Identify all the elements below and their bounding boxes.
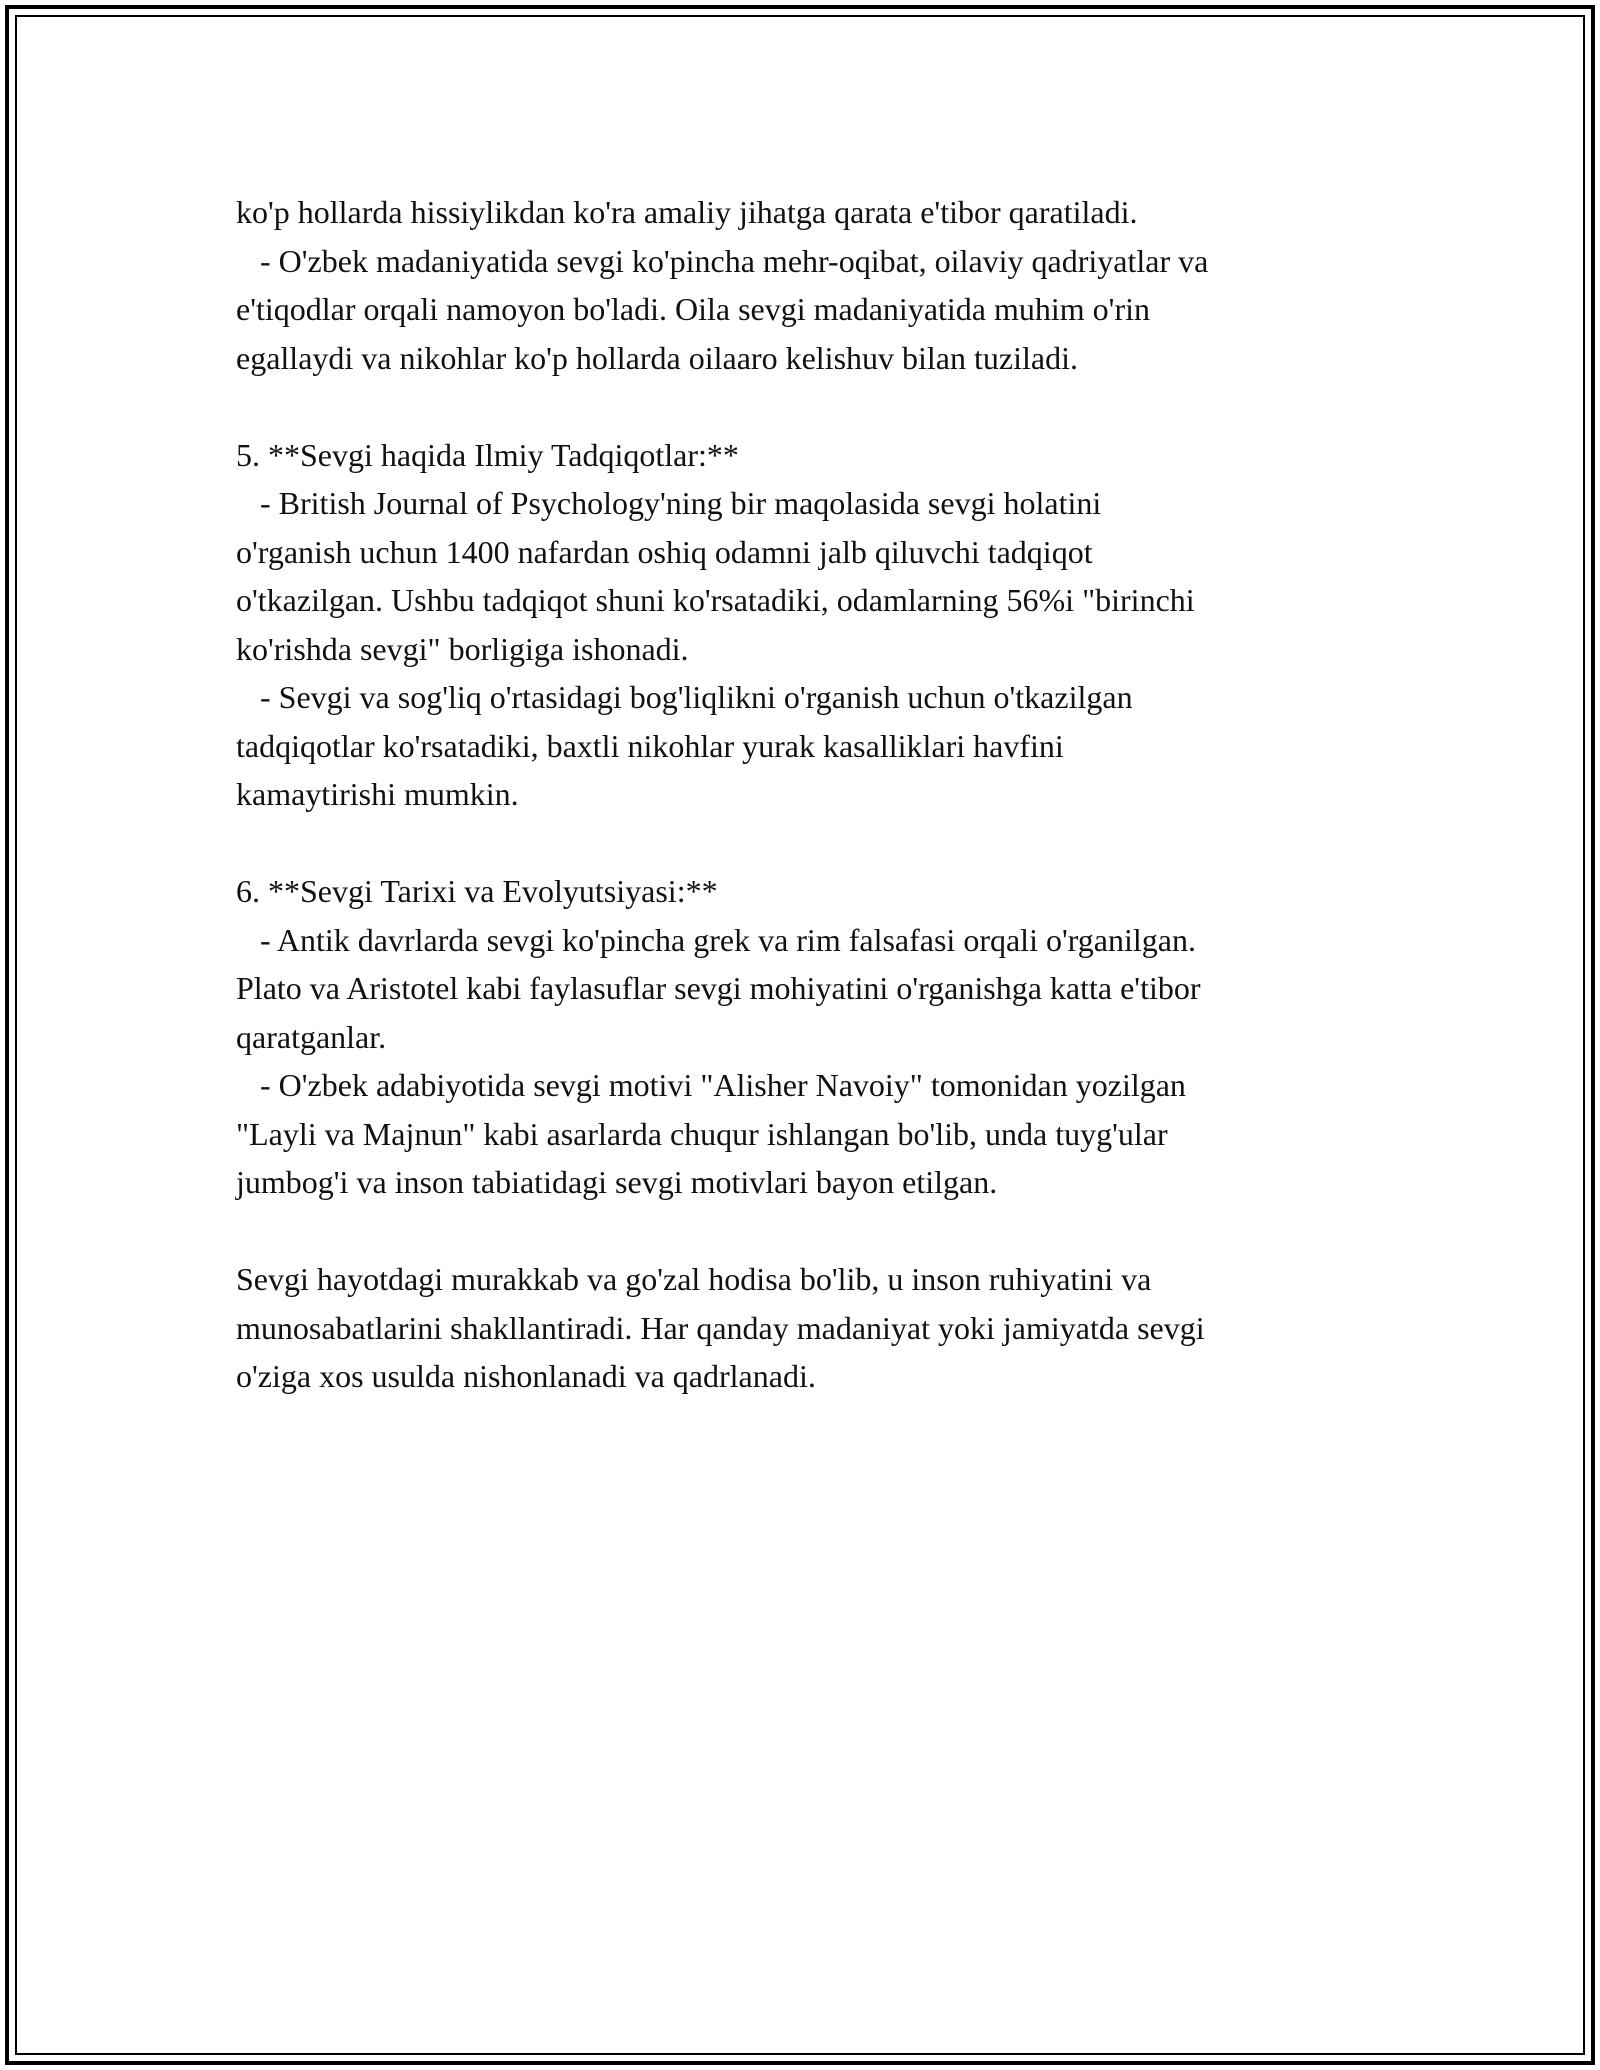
text-line: "Layli va Majnun" kabi asarlarda chuqur ishlangan bo'lib, unda tuyg'ular: [236, 1115, 1168, 1152]
section-heading: 6. **Sevgi Tarixi va Evolyutsiyasi:**: [236, 873, 718, 909]
text-line: ko'rishda sevgi" borligiga ishonadi.: [236, 630, 689, 667]
text-line: - Sevgi va sog'liq o'rtasidagi bog'liqlikni o'rganish uchun o'tkazilgan: [236, 679, 1133, 715]
document-body: [236, 188, 1366, 1401]
text-line: o'tkazilgan. Ushbu tadqiqot shuni ko'rsatadiki, odamlarning 56%i "birinchi: [236, 582, 1195, 618]
text-line: munosabatlarini shakllantiradi. Har qanday madaniyat yoki jamiyatda sevgi: [236, 1309, 1205, 1346]
text-line: qaratganlar.: [236, 1018, 387, 1055]
section-heading: 5. **Sevgi haqida Ilmiy Tadqiqotlar:**: [236, 436, 739, 473]
paragraph-gap: [236, 1207, 1366, 1256]
text-line: egallaydi va nikohlar ko'p hollarda oilaaro kelishuv bilan tuziladi.: [236, 339, 1078, 376]
text-line: kamaytirishi mumkin.: [236, 776, 519, 812]
paragraph-gap: [236, 382, 1366, 431]
text-line: - Antik davrlarda sevgi ko'pincha grek va rim falsafasi orqali o'rganilgan.: [236, 921, 1196, 958]
text-line: o'rganish uchun 1400 nafardan oshiq odamni jalb qiluvchi tadqiqot: [236, 533, 1093, 570]
paragraph-gap: [236, 819, 1366, 868]
text-line: jumbog'i va inson tabiatidagi sevgi motivlari bayon etilgan.: [236, 1164, 998, 1200]
text-line: - O'zbek madaniyatida sevgi ko'pincha mehr-oqibat, oilaviy qadriyatlar va: [236, 242, 1209, 279]
text-line: e'tiqodlar orqali namoyon bo'ladi. Oila sevgi madaniyatida muhim o'rin: [236, 291, 1150, 327]
text-line: Sevgi hayotdagi murakkab va go'zal hodisa bo'lib, u inson ruhiyatini va: [236, 1261, 1152, 1297]
text-line: ko'p hollarda hissiylikdan ko'ra amaliy jihatga qarata e'tibor qaratiladi.: [236, 194, 1138, 230]
text-line: tadqiqotlar ko'rsatadiki, baxtli nikohlar yurak kasalliklari havfini: [236, 727, 1064, 764]
text-line: o'ziga xos usulda nishonlanadi va qadrlanadi.: [236, 1358, 816, 1394]
text-line: - British Journal of Psychology'ning bir maqolasida sevgi holatini: [236, 485, 1102, 521]
text-line: Plato va Aristotel kabi faylasuflar sevgi mohiyatini o'rganishga katta e'tibor: [236, 970, 1201, 1006]
text-line: - O'zbek adabiyotida sevgi motivi "Alisher Navoiy" tomonidan yozilgan: [236, 1067, 1186, 1103]
